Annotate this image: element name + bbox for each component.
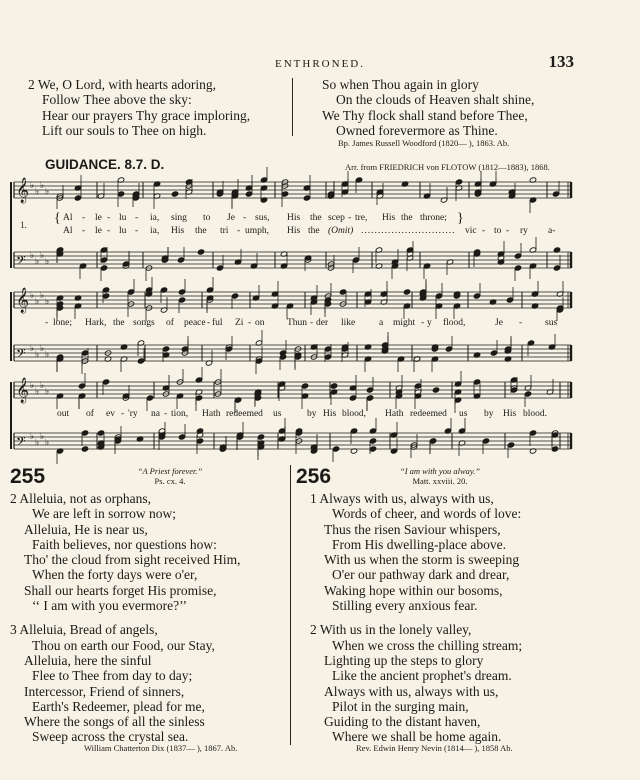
flat-sign: ♭ [30, 344, 35, 354]
note-head [177, 257, 184, 263]
note-head [162, 346, 169, 352]
verse-line: Always with us, always with us, [324, 683, 499, 699]
verse-line: 3 Alleluia, Bread of angels, [10, 622, 158, 638]
note-head [473, 379, 480, 385]
syllable: the [308, 226, 320, 236]
verse-line: Like the ancient prophet's dream. [332, 668, 512, 684]
verse-line: Hear our prayers Thy grace imploring, [42, 107, 251, 123]
scripture-reference: Ps. cx. 4. [154, 476, 186, 486]
flat-sign: ♭ [30, 251, 35, 261]
note-head [137, 358, 144, 364]
note-head [339, 289, 346, 295]
note-head [552, 191, 559, 197]
syllable: Je [495, 318, 503, 328]
syllable: (Omit) [328, 226, 354, 236]
verse-line: Intercessor, Friend of sinners, [24, 683, 185, 699]
syllable: scep [328, 213, 345, 223]
verse-line: With us when the storm is sweeping [324, 552, 520, 568]
syllable: of [166, 318, 174, 328]
note-head [366, 387, 373, 393]
arranger: Arr. from FRIEDRICH von FLOTOW (1812—1883), 1868. [345, 162, 550, 172]
syllable: of [86, 409, 94, 419]
note-head [553, 265, 560, 271]
syllable: - [482, 226, 486, 236]
syllable: flood, [443, 318, 466, 328]
syllable: by [307, 409, 317, 419]
syllable: Hark, [85, 318, 107, 328]
note-head [100, 257, 107, 263]
note-head [117, 191, 124, 197]
note-head [445, 346, 452, 352]
flat-sign: ♭ [35, 387, 40, 397]
verse-line: 1 Always with us, always with us, [310, 491, 494, 506]
note-head [231, 293, 238, 299]
syllable: peace [184, 318, 206, 328]
note-head [369, 446, 376, 452]
syllable: blood. [523, 409, 548, 419]
note-head [551, 446, 558, 452]
syllable: songs [133, 318, 155, 328]
syllable: lu [119, 213, 127, 223]
scripture-reference: Matt. xxviii. 20. [412, 476, 468, 486]
note-head [100, 265, 107, 271]
flat-sign: ♭ [35, 187, 40, 197]
syllable: tion, [171, 409, 189, 419]
syllable: - [82, 226, 86, 236]
epigraph: “A Priest forever.” [137, 466, 203, 476]
syllable: might [393, 318, 416, 328]
syllable: le [95, 213, 102, 223]
syllable: lone; [53, 318, 72, 328]
syllable: the [310, 213, 322, 223]
flat-sign: ♭ [40, 181, 45, 191]
syllable: umph, [245, 226, 270, 236]
bracket: } [457, 211, 464, 226]
verse-line: ‘‘ I am with you evermore?’’ [32, 598, 188, 614]
note-head [482, 438, 489, 444]
verse-line: Shall our hearts forget His promise, [24, 582, 217, 598]
flat-sign: ♭ [35, 350, 40, 360]
syllable: Zi [235, 318, 244, 328]
syllable: His [323, 409, 337, 419]
note-head [78, 383, 85, 389]
verse-line: Stilling every anxious fear. [332, 598, 478, 614]
syllable: - [348, 213, 352, 223]
flat-sign: ♭ [30, 181, 35, 191]
hymn-256-verses [310, 491, 522, 745]
clef-bass: 𝄢 [16, 253, 26, 271]
syllable: - [107, 226, 111, 236]
syllable: der [316, 318, 329, 328]
verse-line: Flee to Thee from day to day; [32, 668, 193, 684]
hymn-number: 256 [296, 465, 332, 488]
syllable: to [203, 213, 211, 223]
syllable: na [151, 409, 160, 419]
syllable: Je [227, 213, 235, 223]
note-head [195, 395, 202, 401]
syllable: lu [119, 226, 127, 236]
syllable: sus [545, 318, 558, 328]
hymn-255-verses [10, 491, 241, 745]
clef-bass: 𝄢 [16, 346, 26, 364]
syllable: throne; [420, 213, 447, 223]
syllable: Al [63, 213, 73, 223]
flat-sign: ♭ [40, 344, 45, 354]
note-head [524, 391, 531, 397]
note-head [74, 195, 81, 201]
verse-line: So when Thou again in glory [322, 77, 479, 92]
note-head [507, 442, 514, 448]
syllable: ful [212, 318, 223, 328]
note-head [81, 446, 88, 452]
note-head [196, 438, 203, 444]
syllable: 'ry [128, 409, 138, 419]
syllable: us [273, 409, 282, 419]
syllable: Hath [385, 409, 404, 419]
syllable: - [45, 318, 49, 328]
verse-line: When we cross the chilling stream; [332, 637, 523, 653]
verse-line: Lighting up the steps to glory [324, 652, 484, 668]
flat-sign: ♭ [45, 387, 50, 397]
verse-line: 2 Alleluia, not as orphans, [10, 491, 151, 506]
syllable: Thun [287, 318, 308, 328]
verse-line: Tho' the cloud from sight received Him, [24, 552, 241, 568]
clef-treble: 𝄞 [16, 288, 30, 313]
lyrics-system-1 [20, 211, 585, 243]
lyrics-system-2 [45, 318, 585, 332]
flat-sign: ♭ [45, 297, 50, 307]
note-head [216, 265, 223, 271]
attribution: Rev. Edwin Henry Nevin (1814— ), 1858 Ab. [356, 743, 513, 753]
note-head [490, 350, 497, 356]
note-head [81, 430, 88, 436]
note-head [301, 383, 308, 389]
syllable: - [135, 213, 139, 223]
note-head [403, 289, 410, 295]
note-head [102, 379, 109, 385]
syllable: Al [63, 226, 73, 236]
note-head [514, 265, 521, 271]
omit-leader: ............................ [361, 226, 456, 236]
flat-sign: ♭ [30, 381, 35, 391]
syllable: by [484, 409, 494, 419]
note-head [102, 293, 109, 299]
flat-sign: ♭ [35, 297, 40, 307]
note-head [366, 395, 373, 401]
note-head [303, 195, 310, 201]
verse-line: Pilot in the surging main, [332, 698, 469, 714]
note-head [324, 346, 331, 352]
note-head [257, 434, 264, 440]
syllable: His [287, 213, 301, 223]
lyrics-system-3 [45, 409, 585, 423]
hymn-number: 255 [10, 465, 46, 488]
syllable: - [121, 409, 125, 419]
verse-line: O'er our pathway dark and drear, [332, 567, 510, 583]
syllable: - [243, 213, 247, 223]
verse-line: Sweep across the crystal sea. [32, 729, 189, 745]
attribution: William Chatterton Dix (1837— ), 1867. Ab. [84, 743, 238, 753]
syllable: sus, [255, 213, 270, 223]
syllable: redeemed [226, 409, 263, 419]
note-head [245, 191, 252, 197]
epigraph: “I am with you alway.” [399, 466, 481, 476]
flat-sign: ♭ [45, 438, 50, 448]
page-number: 133 [548, 52, 574, 71]
syllable: tri [220, 226, 229, 236]
verse-line: Thus the risen Saviour whispers, [324, 521, 501, 537]
tune-name: GUIDANCE. 8.7. D. [45, 157, 165, 172]
note-head [332, 446, 339, 452]
verse-line: Waking hope within our bosoms, [324, 582, 503, 598]
note-head [369, 438, 376, 444]
verse-line: Alleluia, He is near us, [24, 521, 148, 537]
note-head [455, 179, 462, 185]
syllable: - [164, 409, 168, 419]
syllable: - [135, 226, 139, 236]
clef-bass: 𝄢 [16, 434, 26, 452]
verse-line: Words of cheer, and words of love: [332, 506, 522, 522]
note-head [97, 430, 104, 436]
syllable: vic [465, 226, 477, 236]
note-head [178, 289, 185, 295]
flat-sign: ♭ [40, 251, 45, 261]
syllable: the [401, 213, 413, 223]
note-head [414, 383, 421, 389]
syllable: His [287, 226, 301, 236]
verse-line: Lift our souls to Thee on high. [42, 122, 207, 138]
syllable: - [421, 318, 425, 328]
note-head [429, 438, 436, 444]
syllable: on [255, 318, 265, 328]
syllable: ry [520, 226, 528, 236]
note-head [514, 253, 521, 259]
verse-line: Where the songs of all the sinless [24, 714, 205, 730]
note-head [281, 191, 288, 197]
running-title: ENTHRONED. [275, 58, 365, 70]
syllable: - [310, 318, 314, 328]
verse-line: Follow Thee above the sky: [42, 92, 192, 108]
verse-line: Guiding to the distant haven, [324, 714, 481, 730]
verse-line: We are left in sorrow now; [32, 506, 176, 522]
syllable: blood, [342, 409, 367, 419]
verse-line: From His dwelling-place above. [332, 536, 506, 552]
verse-line: Alleluia, here the sinful [24, 652, 152, 668]
note-head [197, 249, 204, 255]
attribution: Bp. James Russell Woodford (1820— ), 1863. Ab. [338, 138, 510, 148]
flat-sign: ♭ [40, 432, 45, 442]
syllable: - [107, 213, 111, 223]
verse-line: When the forty days were o'er, [32, 567, 198, 583]
syllable: ia, [150, 213, 160, 223]
syllable: redeemed [410, 409, 447, 419]
note-head [146, 395, 153, 401]
syllable: us [459, 409, 468, 419]
verse-number: 1. [20, 220, 27, 230]
verse-line: Owned forevermore as Thine. [336, 122, 498, 138]
note-head [506, 297, 513, 303]
stanza-gap [310, 613, 522, 622]
note-head [432, 387, 439, 393]
note-head [324, 354, 331, 360]
note-head [178, 297, 185, 303]
syllable: the [113, 318, 125, 328]
syllable: His [171, 226, 185, 236]
syllable: the [195, 226, 207, 236]
bracket: { [54, 211, 61, 226]
clef-treble: 𝄞 [16, 378, 30, 403]
verse-line: Thou on earth our Food, our Stay, [32, 637, 215, 653]
note-head [352, 257, 359, 263]
syllable: tre, [355, 213, 368, 223]
verse-line: 2 With us in the lonely valley, [310, 622, 472, 638]
flat-sign: ♭ [35, 257, 40, 267]
syllable: sing [171, 213, 187, 223]
note-head [529, 430, 536, 436]
syllable: - [248, 318, 252, 328]
note-head [473, 293, 480, 299]
syllable: y [427, 318, 432, 328]
note-head [349, 395, 356, 401]
syllable: ev [106, 409, 115, 419]
flat-sign: ♭ [35, 438, 40, 448]
syllable: like [341, 318, 356, 328]
verse-line: We Thy flock shall stand before Thee, [322, 107, 528, 123]
syllable: His [503, 409, 517, 419]
note-head [435, 293, 442, 299]
syllable: - [207, 318, 211, 328]
verse-line: 2 We, O Lord, with hearts adoring, [28, 77, 216, 92]
note-head [178, 434, 185, 440]
flat-sign: ♭ [30, 432, 35, 442]
column-divider [290, 465, 291, 745]
syllable: - [237, 226, 241, 236]
syllable: - [82, 213, 86, 223]
verse-line: Earth's Redeemer, plead for me, [32, 698, 205, 714]
note-head [171, 191, 178, 197]
flat-sign: ♭ [30, 291, 35, 301]
syllable: le [95, 226, 102, 236]
flat-sign: ♭ [40, 291, 45, 301]
flat-sign: ♭ [45, 187, 50, 197]
syllable: ia, [150, 226, 160, 236]
syllable: - [519, 318, 523, 328]
syllable: His [382, 213, 396, 223]
syllable: a- [548, 226, 556, 236]
syllable: - [506, 226, 510, 236]
note-head [81, 350, 88, 356]
syllable: Hath [202, 409, 221, 419]
stanza-gap [10, 613, 241, 622]
verse-line: Faith believes, nor questions how: [32, 536, 217, 552]
clef-treble: 𝄞 [16, 178, 30, 203]
syllable: out [57, 409, 70, 419]
flat-sign: ♭ [45, 257, 50, 267]
verse-line: Where we shall be home again. [332, 729, 502, 745]
flat-sign: ♭ [45, 350, 50, 360]
verse-line: On the clouds of Heaven shalt shine, [336, 92, 535, 108]
note-head [127, 289, 134, 295]
flat-sign: ♭ [40, 381, 45, 391]
syllable: a [379, 318, 384, 328]
syllable: to [494, 226, 502, 236]
